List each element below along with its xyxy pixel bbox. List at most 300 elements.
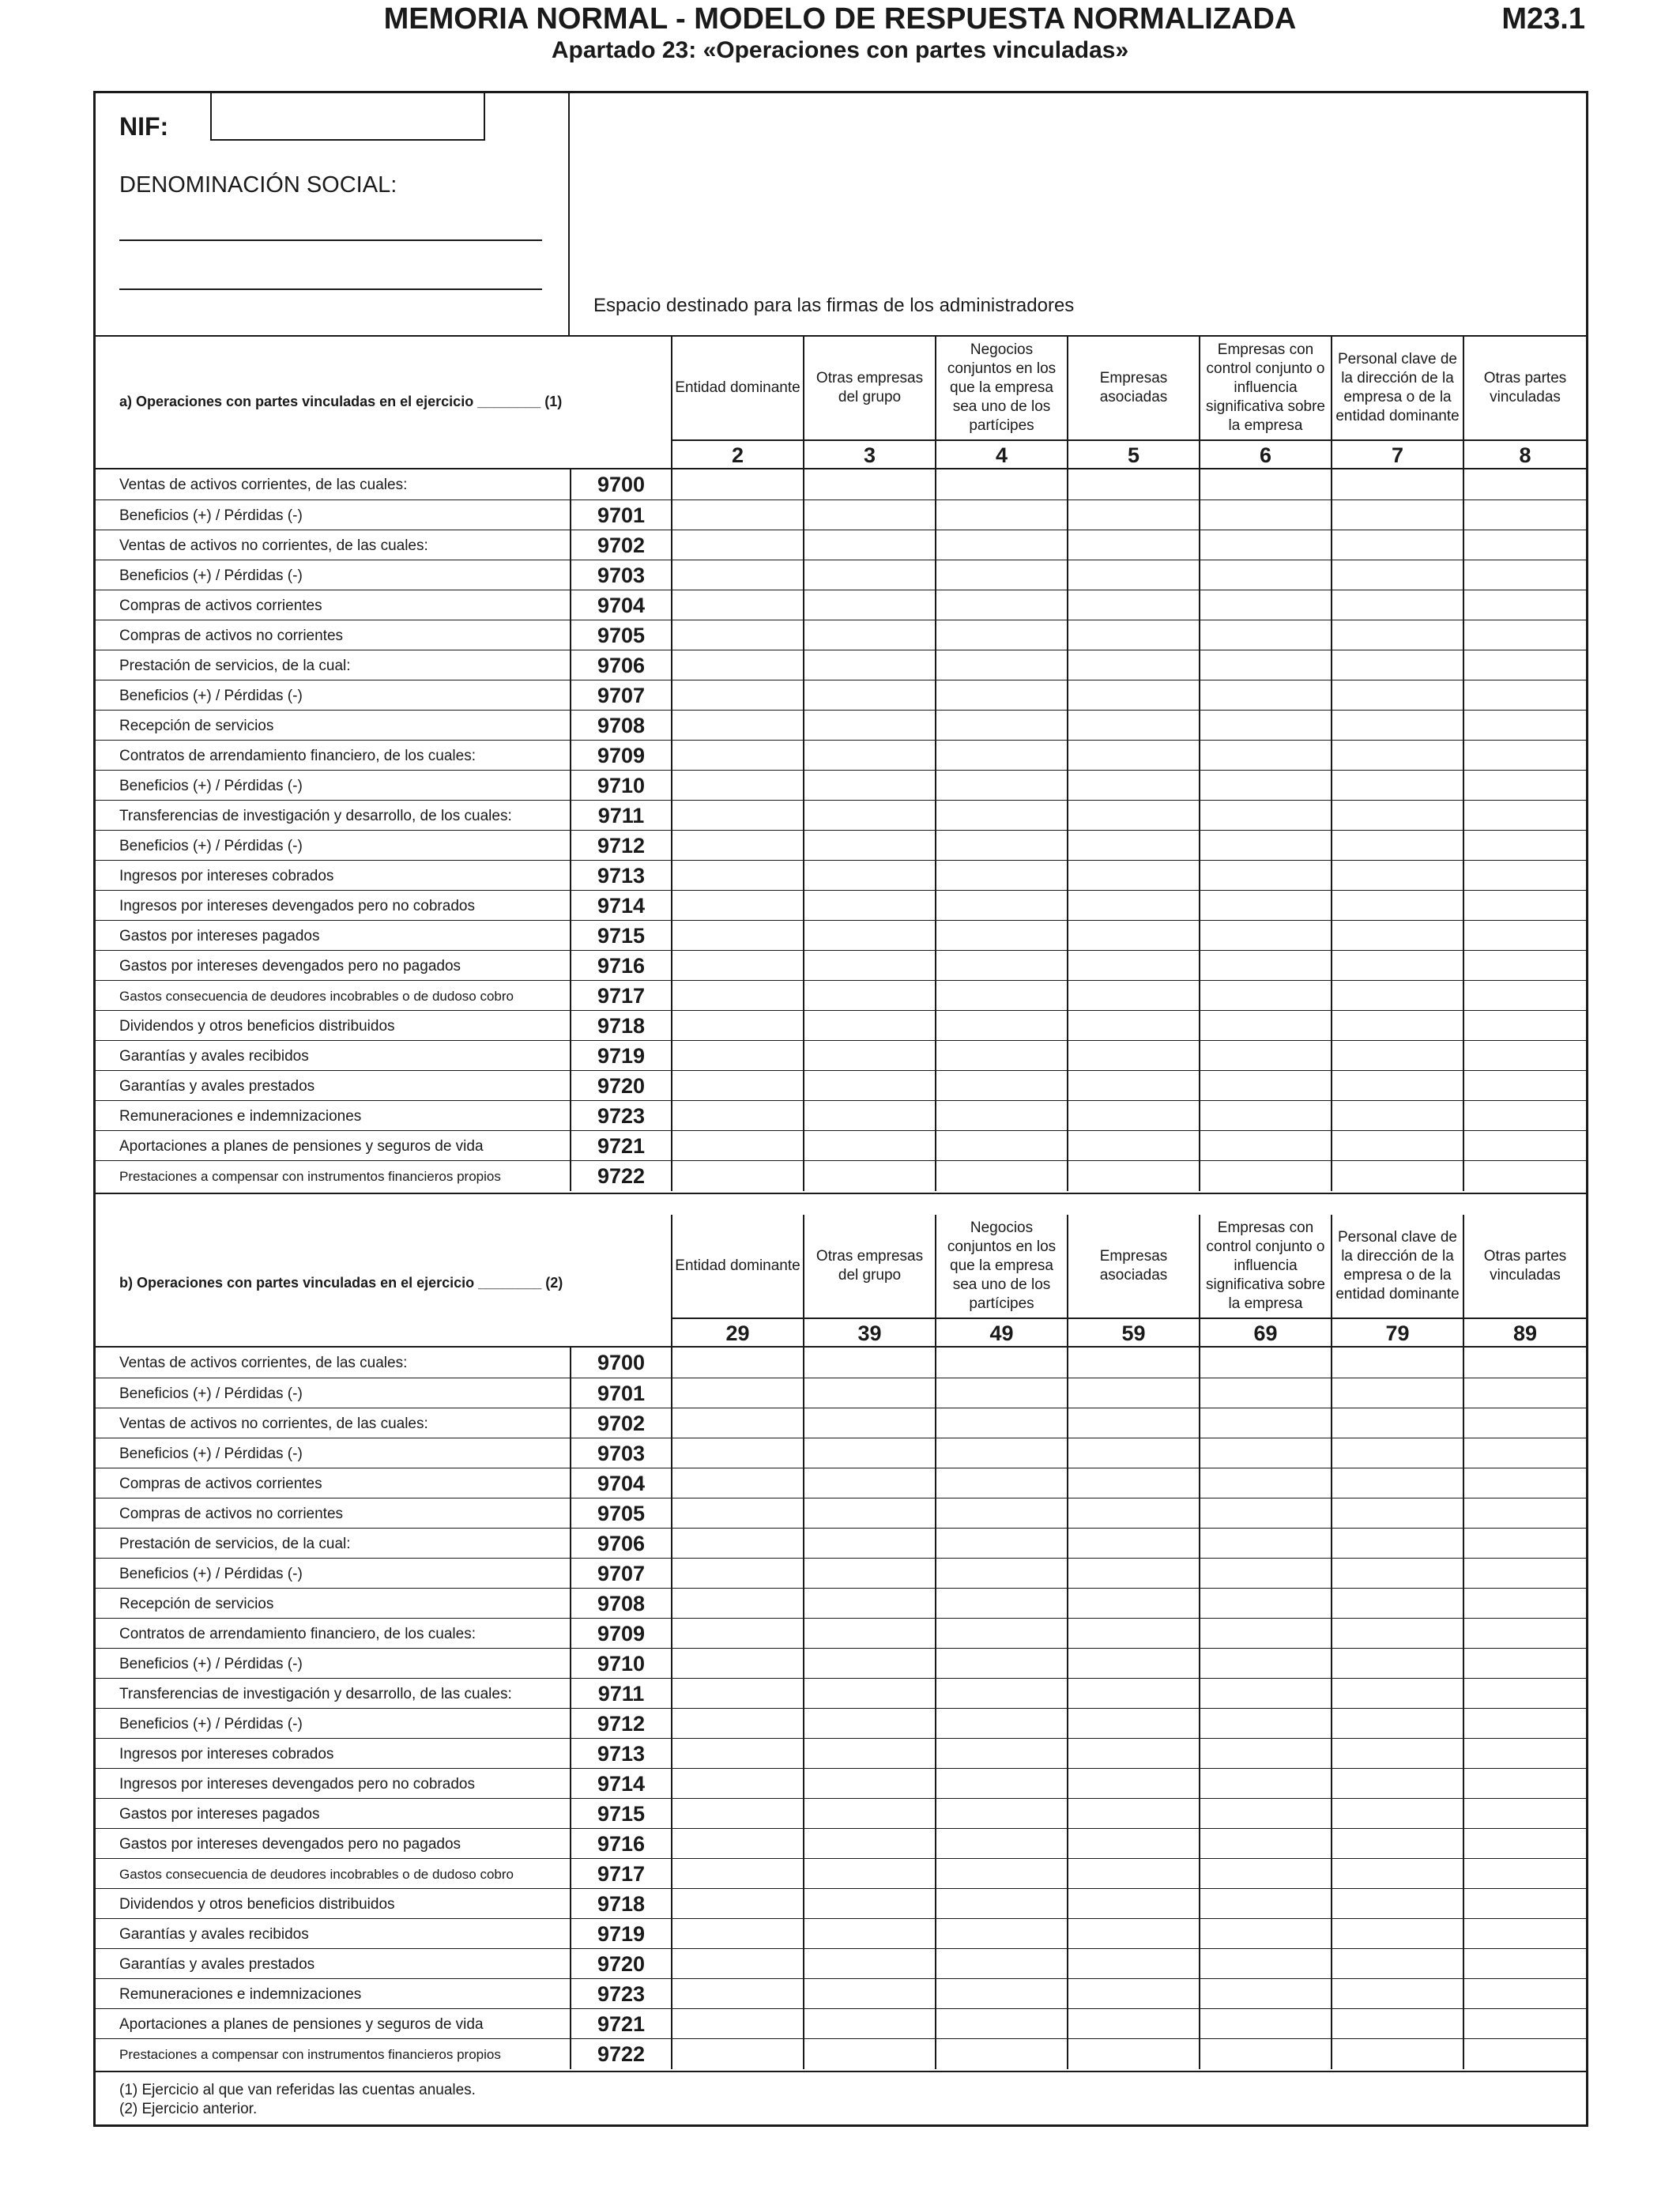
value-cell[interactable] — [1463, 891, 1586, 921]
value-cell[interactable] — [935, 1829, 1067, 1859]
value-cell[interactable] — [803, 1101, 935, 1131]
value-cell[interactable] — [1463, 1649, 1586, 1679]
value-cell[interactable] — [1463, 1589, 1586, 1619]
value-cell[interactable] — [1463, 1348, 1586, 1378]
value-cell[interactable] — [671, 2039, 803, 2069]
value-cell[interactable] — [1199, 1799, 1331, 1829]
value-cell[interactable] — [935, 560, 1067, 590]
value-cell[interactable] — [1067, 1468, 1199, 1498]
value-cell[interactable] — [1067, 711, 1199, 741]
value-cell[interactable] — [1463, 951, 1586, 981]
value-cell[interactable] — [1463, 921, 1586, 951]
value-cell[interactable] — [671, 1131, 803, 1161]
value-cell[interactable] — [1199, 530, 1331, 560]
value-cell[interactable] — [1067, 921, 1199, 951]
value-cell[interactable] — [1067, 1498, 1199, 1529]
value-cell[interactable] — [935, 1799, 1067, 1829]
value-cell[interactable] — [1331, 469, 1463, 499]
value-cell[interactable] — [1067, 1679, 1199, 1709]
value-cell[interactable] — [1067, 1161, 1199, 1191]
value-cell[interactable] — [1199, 1011, 1331, 1041]
value-cell[interactable] — [1067, 1919, 1199, 1949]
value-cell[interactable] — [671, 1529, 803, 1559]
value-cell[interactable] — [1331, 1529, 1463, 1559]
value-cell[interactable] — [1199, 861, 1331, 891]
value-cell[interactable] — [671, 861, 803, 891]
value-cell[interactable] — [803, 1799, 935, 1829]
value-cell[interactable] — [935, 831, 1067, 861]
value-cell[interactable] — [1331, 861, 1463, 891]
value-cell[interactable] — [1067, 1859, 1199, 1889]
value-cell[interactable] — [803, 1769, 935, 1799]
value-cell[interactable] — [1199, 1919, 1331, 1949]
value-cell[interactable] — [935, 1649, 1067, 1679]
value-cell[interactable] — [1331, 680, 1463, 711]
value-cell[interactable] — [671, 500, 803, 530]
value-cell[interactable] — [671, 1709, 803, 1739]
value-cell[interactable] — [935, 1529, 1067, 1559]
value-cell[interactable] — [1331, 560, 1463, 590]
value-cell[interactable] — [935, 1589, 1067, 1619]
value-cell[interactable] — [671, 1041, 803, 1071]
value-cell[interactable] — [1067, 650, 1199, 680]
value-cell[interactable] — [1463, 1769, 1586, 1799]
value-cell[interactable] — [1067, 1408, 1199, 1438]
value-cell[interactable] — [935, 1011, 1067, 1041]
value-cell[interactable] — [1067, 771, 1199, 801]
value-cell[interactable] — [803, 2009, 935, 2039]
value-cell[interactable] — [803, 771, 935, 801]
value-cell[interactable] — [1067, 1559, 1199, 1589]
value-cell[interactable] — [1331, 711, 1463, 741]
value-cell[interactable] — [1067, 1348, 1199, 1378]
value-cell[interactable] — [671, 2009, 803, 2039]
value-cell[interactable] — [1067, 1769, 1199, 1799]
value-cell[interactable] — [1331, 500, 1463, 530]
value-cell[interactable] — [1199, 1709, 1331, 1739]
value-cell[interactable] — [803, 650, 935, 680]
value-cell[interactable] — [935, 1161, 1067, 1191]
value-cell[interactable] — [1463, 801, 1586, 831]
value-cell[interactable] — [1331, 771, 1463, 801]
value-cell[interactable] — [1331, 1101, 1463, 1131]
value-cell[interactable] — [671, 1919, 803, 1949]
value-cell[interactable] — [803, 2039, 935, 2069]
value-cell[interactable] — [1331, 1709, 1463, 1739]
value-cell[interactable] — [1067, 801, 1199, 831]
value-cell[interactable] — [1067, 1529, 1199, 1559]
value-cell[interactable] — [1199, 650, 1331, 680]
value-cell[interactable] — [1199, 981, 1331, 1011]
value-cell[interactable] — [803, 1438, 935, 1468]
value-cell[interactable] — [935, 741, 1067, 771]
value-cell[interactable] — [935, 951, 1067, 981]
value-cell[interactable] — [671, 1101, 803, 1131]
value-cell[interactable] — [1463, 530, 1586, 560]
value-cell[interactable] — [1331, 831, 1463, 861]
value-cell[interactable] — [803, 1348, 935, 1378]
value-cell[interactable] — [1067, 1649, 1199, 1679]
value-cell[interactable] — [1331, 1071, 1463, 1101]
value-cell[interactable] — [803, 891, 935, 921]
value-cell[interactable] — [1331, 891, 1463, 921]
value-cell[interactable] — [1067, 1011, 1199, 1041]
value-cell[interactable] — [1199, 741, 1331, 771]
value-cell[interactable] — [1331, 1889, 1463, 1919]
value-cell[interactable] — [803, 1649, 935, 1679]
value-cell[interactable] — [935, 1408, 1067, 1438]
value-cell[interactable] — [1067, 590, 1199, 620]
value-cell[interactable] — [1331, 1649, 1463, 1679]
value-cell[interactable] — [1463, 1011, 1586, 1041]
value-cell[interactable] — [671, 771, 803, 801]
value-cell[interactable] — [1463, 1889, 1586, 1919]
value-cell[interactable] — [935, 650, 1067, 680]
value-cell[interactable] — [935, 1378, 1067, 1408]
value-cell[interactable] — [1067, 1101, 1199, 1131]
value-cell[interactable] — [671, 590, 803, 620]
value-cell[interactable] — [671, 1859, 803, 1889]
value-cell[interactable] — [1067, 560, 1199, 590]
value-cell[interactable] — [803, 680, 935, 711]
value-cell[interactable] — [803, 1378, 935, 1408]
value-cell[interactable] — [1331, 1919, 1463, 1949]
value-cell[interactable] — [803, 500, 935, 530]
value-cell[interactable] — [1463, 1709, 1586, 1739]
nif-input[interactable] — [210, 93, 485, 141]
value-cell[interactable] — [803, 620, 935, 650]
value-cell[interactable] — [803, 469, 935, 499]
value-cell[interactable] — [1067, 1709, 1199, 1739]
value-cell[interactable] — [1463, 741, 1586, 771]
value-cell[interactable] — [671, 1679, 803, 1709]
value-cell[interactable] — [1199, 1071, 1331, 1101]
value-cell[interactable] — [935, 1438, 1067, 1468]
value-cell[interactable] — [1199, 711, 1331, 741]
value-cell[interactable] — [1463, 1101, 1586, 1131]
value-cell[interactable] — [1463, 469, 1586, 499]
value-cell[interactable] — [935, 620, 1067, 650]
value-cell[interactable] — [1199, 1979, 1331, 2009]
value-cell[interactable] — [1463, 1408, 1586, 1438]
value-cell[interactable] — [671, 650, 803, 680]
value-cell[interactable] — [671, 1468, 803, 1498]
value-cell[interactable] — [803, 1979, 935, 2009]
value-cell[interactable] — [1463, 1739, 1586, 1769]
value-cell[interactable] — [1199, 1889, 1331, 1919]
value-cell[interactable] — [1463, 1979, 1586, 2009]
value-cell[interactable] — [671, 831, 803, 861]
value-cell[interactable] — [1463, 1468, 1586, 1498]
value-cell[interactable] — [1463, 1619, 1586, 1649]
value-cell[interactable] — [1199, 1378, 1331, 1408]
value-cell[interactable] — [1331, 1011, 1463, 1041]
value-cell[interactable] — [1067, 1799, 1199, 1829]
value-cell[interactable] — [1331, 650, 1463, 680]
value-cell[interactable] — [1331, 951, 1463, 981]
value-cell[interactable] — [671, 951, 803, 981]
value-cell[interactable] — [1463, 981, 1586, 1011]
value-cell[interactable] — [1067, 1889, 1199, 1919]
value-cell[interactable] — [935, 1559, 1067, 1589]
value-cell[interactable] — [935, 891, 1067, 921]
value-cell[interactable] — [671, 560, 803, 590]
value-cell[interactable] — [1331, 1979, 1463, 2009]
value-cell[interactable] — [803, 1679, 935, 1709]
value-cell[interactable] — [1331, 1799, 1463, 1829]
value-cell[interactable] — [1463, 2009, 1586, 2039]
value-cell[interactable] — [1067, 1378, 1199, 1408]
value-cell[interactable] — [1463, 1498, 1586, 1529]
value-cell[interactable] — [935, 1348, 1067, 1378]
value-cell[interactable] — [803, 861, 935, 891]
value-cell[interactable] — [1331, 1468, 1463, 1498]
value-cell[interactable] — [671, 1979, 803, 2009]
value-cell[interactable] — [1463, 560, 1586, 590]
value-cell[interactable] — [1067, 1589, 1199, 1619]
value-cell[interactable] — [1199, 1559, 1331, 1589]
value-cell[interactable] — [803, 1859, 935, 1889]
value-cell[interactable] — [1463, 620, 1586, 650]
value-cell[interactable] — [671, 530, 803, 560]
value-cell[interactable] — [803, 1739, 935, 1769]
value-cell[interactable] — [1199, 500, 1331, 530]
value-cell[interactable] — [671, 1649, 803, 1679]
value-cell[interactable] — [1463, 1438, 1586, 1468]
value-cell[interactable] — [935, 2009, 1067, 2039]
value-cell[interactable] — [1067, 2039, 1199, 2069]
value-cell[interactable] — [1199, 1829, 1331, 1859]
denominacion-line-2[interactable] — [119, 288, 542, 290]
value-cell[interactable] — [1463, 1378, 1586, 1408]
value-cell[interactable] — [935, 1041, 1067, 1071]
value-cell[interactable] — [1199, 891, 1331, 921]
value-cell[interactable] — [1067, 500, 1199, 530]
value-cell[interactable] — [935, 1889, 1067, 1919]
value-cell[interactable] — [1067, 831, 1199, 861]
value-cell[interactable] — [803, 1011, 935, 1041]
value-cell[interactable] — [1463, 831, 1586, 861]
value-cell[interactable] — [803, 1829, 935, 1859]
value-cell[interactable] — [803, 921, 935, 951]
value-cell[interactable] — [1463, 771, 1586, 801]
value-cell[interactable] — [935, 1468, 1067, 1498]
value-cell[interactable] — [935, 1498, 1067, 1529]
value-cell[interactable] — [935, 590, 1067, 620]
value-cell[interactable] — [1199, 921, 1331, 951]
value-cell[interactable] — [1331, 1438, 1463, 1468]
value-cell[interactable] — [935, 1709, 1067, 1739]
value-cell[interactable] — [1331, 2009, 1463, 2039]
value-cell[interactable] — [935, 1949, 1067, 1979]
value-cell[interactable] — [671, 1589, 803, 1619]
value-cell[interactable] — [1067, 1131, 1199, 1161]
value-cell[interactable] — [1067, 1979, 1199, 2009]
value-cell[interactable] — [935, 771, 1067, 801]
value-cell[interactable] — [803, 711, 935, 741]
value-cell[interactable] — [671, 921, 803, 951]
value-cell[interactable] — [1067, 530, 1199, 560]
value-cell[interactable] — [803, 741, 935, 771]
value-cell[interactable] — [803, 1071, 935, 1101]
value-cell[interactable] — [935, 1619, 1067, 1649]
value-cell[interactable] — [1199, 831, 1331, 861]
value-cell[interactable] — [671, 680, 803, 711]
value-cell[interactable] — [1463, 1131, 1586, 1161]
value-cell[interactable] — [1067, 861, 1199, 891]
value-cell[interactable] — [1463, 1041, 1586, 1071]
value-cell[interactable] — [1199, 1739, 1331, 1769]
value-cell[interactable] — [1463, 711, 1586, 741]
value-cell[interactable] — [671, 1161, 803, 1191]
value-cell[interactable] — [1463, 1071, 1586, 1101]
value-cell[interactable] — [1331, 1679, 1463, 1709]
value-cell[interactable] — [935, 1859, 1067, 1889]
value-cell[interactable] — [1463, 1161, 1586, 1191]
value-cell[interactable] — [935, 921, 1067, 951]
value-cell[interactable] — [935, 1919, 1067, 1949]
value-cell[interactable] — [1199, 1438, 1331, 1468]
value-cell[interactable] — [1067, 1071, 1199, 1101]
value-cell[interactable] — [935, 500, 1067, 530]
value-cell[interactable] — [803, 1041, 935, 1071]
value-cell[interactable] — [1331, 2039, 1463, 2069]
value-cell[interactable] — [935, 711, 1067, 741]
value-cell[interactable] — [935, 1679, 1067, 1709]
value-cell[interactable] — [1199, 1161, 1331, 1191]
value-cell[interactable] — [1067, 469, 1199, 499]
value-cell[interactable] — [935, 530, 1067, 560]
value-cell[interactable] — [1067, 981, 1199, 1011]
value-cell[interactable] — [803, 530, 935, 560]
value-cell[interactable] — [935, 1769, 1067, 1799]
value-cell[interactable] — [1199, 1769, 1331, 1799]
value-cell[interactable] — [1199, 620, 1331, 650]
value-cell[interactable] — [1199, 1498, 1331, 1529]
denominacion-line-1[interactable] — [119, 239, 542, 241]
value-cell[interactable] — [803, 981, 935, 1011]
value-cell[interactable] — [803, 1161, 935, 1191]
value-cell[interactable] — [1331, 1739, 1463, 1769]
value-cell[interactable] — [1463, 861, 1586, 891]
value-cell[interactable] — [935, 801, 1067, 831]
value-cell[interactable] — [1199, 1348, 1331, 1378]
value-cell[interactable] — [671, 1559, 803, 1589]
value-cell[interactable] — [803, 1889, 935, 1919]
value-cell[interactable] — [671, 981, 803, 1011]
value-cell[interactable] — [1067, 1041, 1199, 1071]
value-cell[interactable] — [1067, 2009, 1199, 2039]
value-cell[interactable] — [1199, 1131, 1331, 1161]
value-cell[interactable] — [671, 469, 803, 499]
value-cell[interactable] — [671, 1438, 803, 1468]
value-cell[interactable] — [803, 1559, 935, 1589]
value-cell[interactable] — [1463, 1859, 1586, 1889]
value-cell[interactable] — [671, 891, 803, 921]
value-cell[interactable] — [1331, 1131, 1463, 1161]
value-cell[interactable] — [803, 1949, 935, 1979]
value-cell[interactable] — [803, 1529, 935, 1559]
value-cell[interactable] — [1463, 1949, 1586, 1979]
value-cell[interactable] — [1463, 680, 1586, 711]
value-cell[interactable] — [1331, 1859, 1463, 1889]
value-cell[interactable] — [1199, 1468, 1331, 1498]
value-cell[interactable] — [1199, 2039, 1331, 2069]
value-cell[interactable] — [1067, 1739, 1199, 1769]
value-cell[interactable] — [935, 1739, 1067, 1769]
value-cell[interactable] — [1067, 1829, 1199, 1859]
value-cell[interactable] — [935, 1979, 1067, 2009]
value-cell[interactable] — [803, 1919, 935, 1949]
value-cell[interactable] — [935, 680, 1067, 711]
value-cell[interactable] — [1331, 1348, 1463, 1378]
value-cell[interactable] — [803, 951, 935, 981]
value-cell[interactable] — [935, 2039, 1067, 2069]
value-cell[interactable] — [1463, 1559, 1586, 1589]
value-cell[interactable] — [1199, 680, 1331, 711]
value-cell[interactable] — [671, 1071, 803, 1101]
value-cell[interactable] — [1331, 981, 1463, 1011]
value-cell[interactable] — [1199, 1041, 1331, 1071]
value-cell[interactable] — [1199, 951, 1331, 981]
value-cell[interactable] — [1199, 1679, 1331, 1709]
value-cell[interactable] — [1463, 590, 1586, 620]
value-cell[interactable] — [1199, 560, 1331, 590]
value-cell[interactable] — [1331, 1559, 1463, 1589]
value-cell[interactable] — [671, 1799, 803, 1829]
value-cell[interactable] — [671, 1348, 803, 1378]
value-cell[interactable] — [671, 1619, 803, 1649]
value-cell[interactable] — [803, 1498, 935, 1529]
value-cell[interactable] — [935, 1071, 1067, 1101]
value-cell[interactable] — [803, 1709, 935, 1739]
value-cell[interactable] — [1331, 530, 1463, 560]
value-cell[interactable] — [1331, 1829, 1463, 1859]
value-cell[interactable] — [935, 1131, 1067, 1161]
value-cell[interactable] — [1199, 1949, 1331, 1979]
value-cell[interactable] — [671, 1408, 803, 1438]
value-cell[interactable] — [1331, 1619, 1463, 1649]
value-cell[interactable] — [671, 801, 803, 831]
value-cell[interactable] — [1463, 1799, 1586, 1829]
value-cell[interactable] — [803, 1468, 935, 1498]
value-cell[interactable] — [1067, 620, 1199, 650]
value-cell[interactable] — [1199, 590, 1331, 620]
value-cell[interactable] — [671, 1739, 803, 1769]
value-cell[interactable] — [1331, 921, 1463, 951]
value-cell[interactable] — [803, 560, 935, 590]
value-cell[interactable] — [935, 861, 1067, 891]
value-cell[interactable] — [1067, 1438, 1199, 1468]
value-cell[interactable] — [1331, 1769, 1463, 1799]
value-cell[interactable] — [803, 801, 935, 831]
value-cell[interactable] — [671, 1829, 803, 1859]
value-cell[interactable] — [1199, 469, 1331, 499]
value-cell[interactable] — [671, 1889, 803, 1919]
value-cell[interactable] — [1331, 1498, 1463, 1529]
value-cell[interactable] — [1331, 1589, 1463, 1619]
value-cell[interactable] — [803, 1619, 935, 1649]
value-cell[interactable] — [803, 590, 935, 620]
value-cell[interactable] — [1067, 891, 1199, 921]
value-cell[interactable] — [671, 741, 803, 771]
value-cell[interactable] — [671, 1949, 803, 1979]
value-cell[interactable] — [1199, 1529, 1331, 1559]
value-cell[interactable] — [1067, 1949, 1199, 1979]
value-cell[interactable] — [671, 711, 803, 741]
value-cell[interactable] — [1199, 1408, 1331, 1438]
value-cell[interactable] — [1331, 741, 1463, 771]
